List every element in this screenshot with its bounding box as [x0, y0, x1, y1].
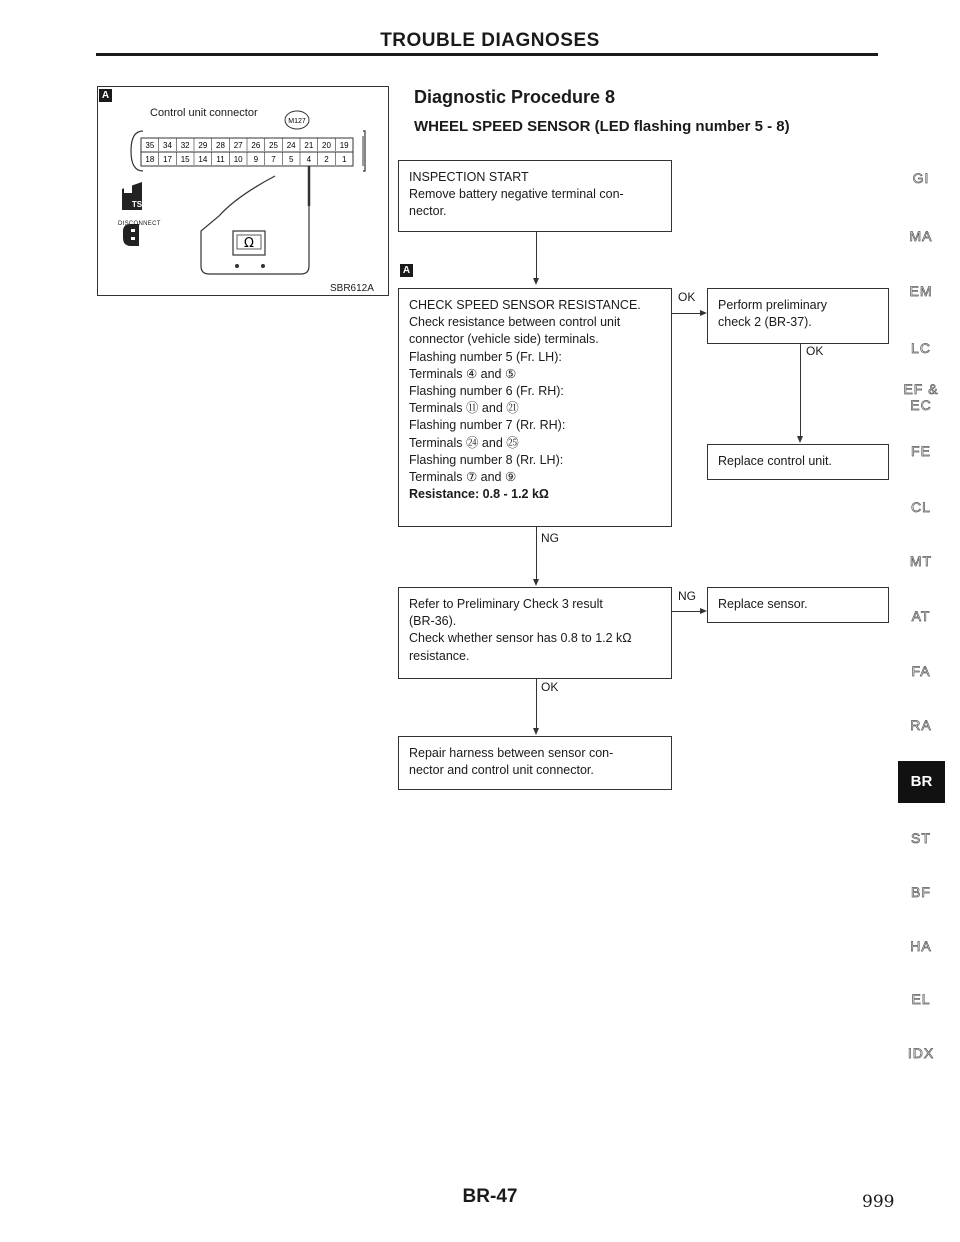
ohm-symbol: Ω	[244, 236, 254, 251]
label-ok: OK	[806, 344, 824, 358]
flow-box-refer-check-3: Refer to Preliminary Check 3 result (BR-36). Check whether sensor has 0.8 to 1.2 kΩ resistance.	[398, 587, 672, 679]
connector-pin: 26	[251, 141, 261, 150]
section-tab-em[interactable]: EM	[909, 283, 933, 299]
connector-pin: 5	[288, 155, 294, 164]
arrow-right-icon	[700, 608, 707, 614]
connector-label: Control unit connector	[150, 107, 258, 119]
label-ok: OK	[541, 680, 559, 694]
arrow-right-icon	[700, 310, 707, 316]
connector-pin: 18	[145, 155, 155, 164]
step-badge: A	[400, 264, 413, 277]
section-tab-idx[interactable]: IDX	[907, 1045, 935, 1061]
connector-pin: 11	[216, 155, 225, 164]
connector-pin: 2	[324, 155, 329, 164]
section-tab-fe[interactable]: FE	[911, 443, 931, 459]
flow-box-repair-harness: Repair harness between sensor con- nector and control unit connector.	[398, 736, 672, 790]
connector-pin: 35	[145, 141, 155, 150]
flow-box-replace-sensor: Replace sensor.	[707, 587, 889, 623]
connector-pin: 29	[198, 141, 208, 150]
connector-diagram	[97, 86, 389, 296]
figure-badge: A	[99, 89, 112, 102]
section-tab-el[interactable]: EL	[911, 991, 931, 1007]
section-tab-ec[interactable]: EC	[910, 397, 932, 413]
connector-pin: 17	[163, 155, 172, 164]
connector-line	[536, 527, 537, 579]
arrow-down-icon	[797, 436, 803, 443]
connector-pin: 34	[163, 141, 172, 150]
section-tab-cl[interactable]: CL	[911, 499, 931, 515]
section-tab-at[interactable]: AT	[911, 608, 931, 624]
connector-pin: 20	[322, 141, 331, 150]
connector-pin: 19	[339, 141, 349, 150]
section-tab-br[interactable]: BR	[898, 761, 945, 803]
connector-pin: 15	[180, 155, 190, 164]
disconnect-label: DISCONNECT	[118, 221, 161, 227]
arrow-down-icon	[533, 278, 539, 285]
arrow-down-icon	[533, 579, 539, 586]
section-tab-ef[interactable]: EF &	[903, 381, 939, 397]
connector-pin: 25	[269, 141, 278, 150]
arrow-down-icon	[533, 728, 539, 735]
connector-line	[672, 611, 700, 612]
connector-pin: 9	[253, 155, 259, 164]
ts-icon-label: TS	[131, 200, 143, 209]
section-tab-bf[interactable]: BF	[911, 884, 931, 900]
section-tab-lc[interactable]: LC	[911, 340, 931, 356]
connector-pin: 27	[233, 141, 243, 150]
connector-pin: 14	[198, 155, 208, 164]
connector-pin: 32	[180, 141, 190, 150]
flow-box-preliminary-check: Perform preliminary check 2 (BR-37).	[707, 288, 889, 344]
flow-box-inspection-start: INSPECTION START Remove battery negative terminal con- nector.	[398, 160, 672, 232]
connector-line	[800, 344, 801, 436]
section-tab-gi[interactable]: GI	[912, 170, 930, 186]
connector-pin: 21	[304, 141, 314, 150]
flow-box-replace-control-unit: Replace control unit.	[707, 444, 889, 480]
procedure-title: Diagnostic Procedure 8	[414, 87, 616, 107]
connector-code: M127	[288, 118, 306, 125]
section-tab-mt[interactable]: MT	[909, 553, 933, 569]
page-number: BR-47	[462, 1186, 518, 1207]
page-sequence-number: 999	[862, 1192, 895, 1212]
connector-line	[536, 232, 537, 278]
label-ok: OK	[678, 290, 696, 304]
connector-pin: 24	[286, 141, 296, 150]
label-ng: NG	[541, 531, 559, 545]
connector-pin: 4	[306, 155, 312, 164]
connector-pin: 10	[233, 155, 243, 164]
label-ng: NG	[678, 589, 696, 603]
connector-line	[672, 313, 700, 314]
flow-box-check-resistance: CHECK SPEED SENSOR RESISTANCE. Check resistance between control unit connector (vehicle side) terminals. Flashing number 5 (Fr. LH): Terminals ④ and ⑤ Flashing number 6 (Fr. RH): Terminals ⑪ and ㉑ Flashing number 7 (Rr. RH): Terminals ㉔ and ㉕ Flashing number 8 (Rr. LH): Terminals ⑦ and ⑨ Resistance: 0.8 - 1.2 kΩ	[398, 288, 672, 527]
section-tab-ma[interactable]: MA	[909, 228, 933, 244]
procedure-subtitle: WHEEL SPEED SENSOR (LED flashing number 5 - 8)	[414, 118, 790, 135]
section-tab-ha[interactable]: HA	[910, 938, 932, 954]
page-title: TROUBLE DIAGNOSES	[380, 30, 600, 51]
figure-code: SBR612A	[330, 283, 374, 294]
connector-pin: 7	[271, 155, 276, 164]
section-tab-ra[interactable]: RA	[910, 717, 932, 733]
connector-pin: 1	[341, 155, 347, 164]
section-tab-st[interactable]: ST	[911, 830, 931, 846]
connector-pin: 28	[216, 141, 225, 150]
section-tab-fa[interactable]: FA	[911, 663, 931, 679]
header-rule	[96, 53, 878, 56]
connector-line	[536, 679, 537, 728]
